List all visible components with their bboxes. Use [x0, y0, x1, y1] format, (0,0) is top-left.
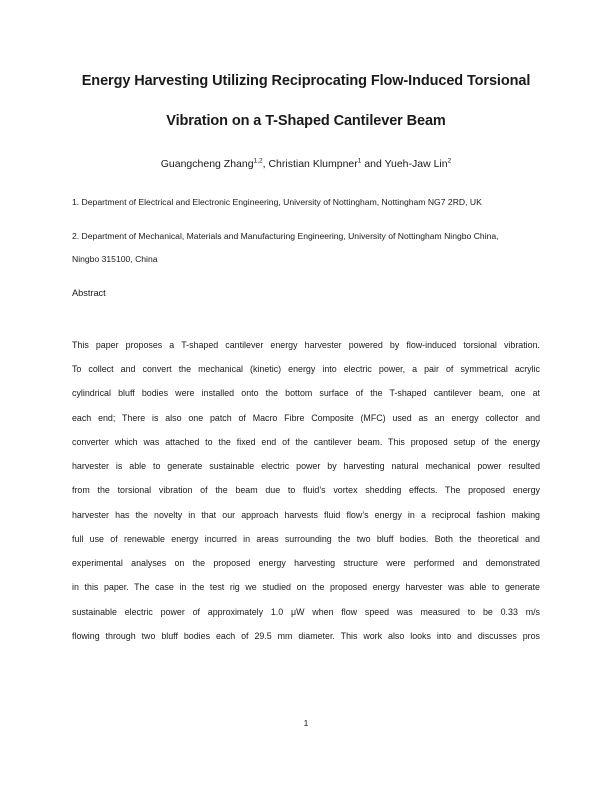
affiliation-2-line-2: Ningbo 315100, China [72, 254, 158, 264]
author-separator: , [262, 158, 269, 170]
abstract-line: in this paper. The case in the test rig we studied on the proposed energy harvester was able to generate [72, 582, 540, 592]
abstract-line: converter which was attached to the fixed end of the cantilever beam. This proposed setup of the energy [72, 437, 540, 447]
affiliation-1: 1. Department of Electrical and Electronic Engineering, University of Nottingham, Nottingham NG7 2RD, UK [72, 197, 482, 207]
abstract-line: flowing through two bluff bodies each of 29.5 mm diameter. This work also looks into and discusses pros [72, 631, 540, 641]
abstract-line: sustainable electric power of approximately 1.0 μW when flow speed was measured to be 0.33 m/s [72, 607, 540, 617]
abstract-line: each end; There is also one patch of Macro Fibre Composite (MFC) used as an energy collector and [72, 413, 540, 423]
author-name: Guangcheng Zhang [160, 158, 254, 170]
affiliation-2-line-1: 2. Department of Mechanical, Materials and Manufacturing Engineering, University of Nottingham Ningbo China, [72, 231, 499, 241]
author-affiliation-marker: 1 [357, 157, 362, 165]
paper-title-line-1: Energy Harvesting Utilizing Reciprocating Flow-Induced Torsional [81, 73, 531, 89]
abstract-line: full use of renewable energy incurred in areas surrounding the two bluff bodies. Both the theoretical and [72, 534, 540, 544]
abstract-line: experimental analyses on the proposed energy harvesting structure were performed and demonstrated [72, 558, 540, 568]
abstract-line: harvester has the novelty in that our approach harvests fluid flow’s energy in a reciprocal fashion making [72, 510, 540, 520]
abstract-line: from the torsional vibration of the beam due to fluid’s vortex shedding effects. The proposed energy [72, 485, 540, 495]
paper-title-line-2: Vibration on a T-Shaped Cantilever Beam [166, 113, 446, 129]
abstract-line: harvester is able to generate sustainable electric power by harvesting natural mechanical power resulted [72, 461, 540, 471]
author-name: Yueh-Jaw Lin [384, 158, 448, 170]
author-affiliation-marker: 2 [447, 157, 452, 165]
page-number: 1 [303, 718, 309, 728]
author-separator: and [361, 158, 385, 170]
abstract-heading: Abstract [72, 288, 106, 298]
abstract-line: cylindrical bluff bodies were installed onto the bottom surface of the T-shaped cantilever beam, one at [72, 388, 540, 398]
author-affiliation-marker: 1,2 [253, 157, 263, 165]
abstract-line: This paper proposes a T-shaped cantilever energy harvester powered by flow-induced torsional vibration. [72, 340, 540, 350]
author-name: Christian Klumpner [268, 158, 358, 170]
abstract-line: To collect and convert the mechanical (kinetic) energy into electric power, a pair of symmetrical acrylic [72, 364, 540, 374]
author-list [72, 157, 540, 171]
